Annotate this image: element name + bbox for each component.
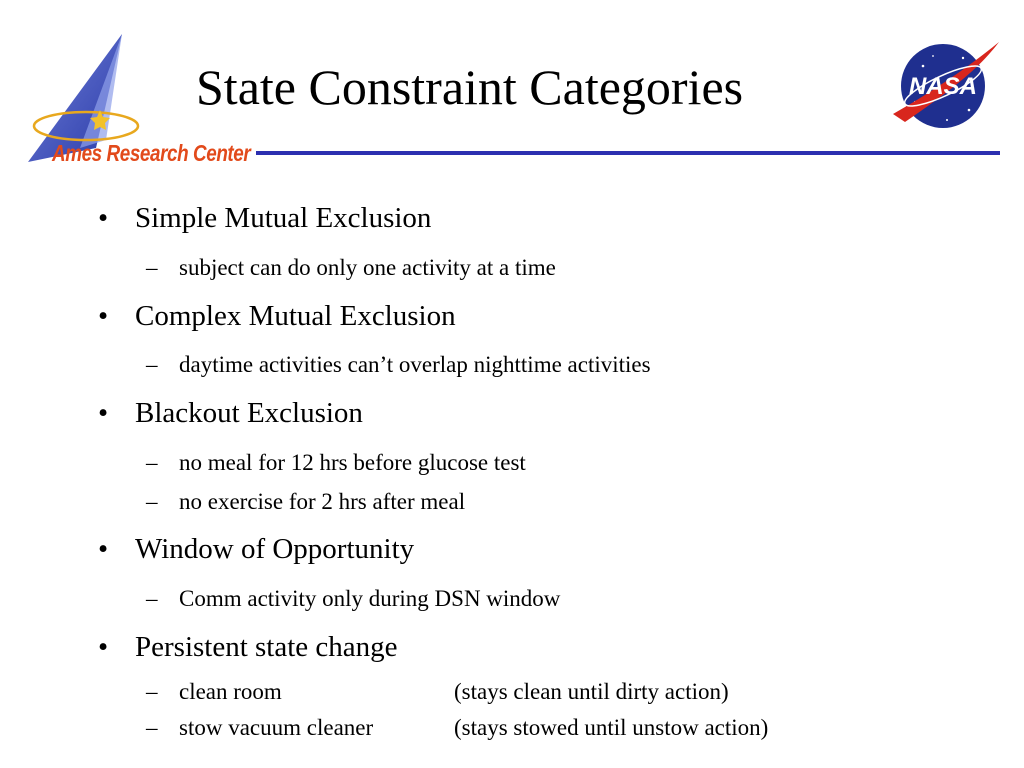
bullet-dot: • bbox=[98, 202, 109, 234]
bullet-text: Window of Opportunity bbox=[135, 533, 415, 565]
sub-bullet-text: Comm activity only during DSN window bbox=[179, 586, 561, 611]
bullet-text: Persistent state change bbox=[135, 631, 398, 663]
sub-bullet-note: (stays stowed until unstow action) bbox=[454, 715, 769, 740]
nasa-logo bbox=[885, 36, 1005, 136]
bullet-dash: – bbox=[146, 489, 158, 514]
bullet-dash: – bbox=[146, 679, 158, 704]
bullet-text: Complex Mutual Exclusion bbox=[135, 300, 456, 332]
sub-bullet-text: clean room bbox=[179, 679, 282, 704]
bullet-dot: • bbox=[98, 533, 109, 565]
bullet-dash: – bbox=[146, 450, 158, 475]
bullet-dash: – bbox=[146, 255, 158, 280]
bullet-dash: – bbox=[146, 586, 158, 611]
slide-title: State Constraint Categories bbox=[196, 59, 744, 115]
sub-bullet-text: daytime activities can’t overlap nighttime activities bbox=[179, 352, 651, 377]
ames-logo-text: Ames Research Center bbox=[52, 140, 251, 166]
sub-bullet-note: (stays clean until dirty action) bbox=[454, 679, 729, 704]
bullet-dot: • bbox=[98, 397, 109, 429]
bullet-dot: • bbox=[98, 300, 109, 332]
sub-bullet-text: no exercise for 2 hrs after meal bbox=[179, 489, 466, 514]
bullet-dash: – bbox=[146, 352, 158, 377]
sub-bullet-text: stow vacuum cleaner bbox=[179, 715, 374, 740]
bullet-dash: – bbox=[146, 715, 158, 740]
bullet-dot: • bbox=[98, 631, 109, 663]
nasa-logo-text: NASA bbox=[908, 73, 978, 100]
bullet-text: Simple Mutual Exclusion bbox=[135, 202, 432, 234]
sub-bullet-text: subject can do only one activity at a time bbox=[179, 255, 556, 280]
sub-bullet-text: no meal for 12 hrs before glucose test bbox=[179, 450, 526, 475]
title-rule bbox=[256, 151, 1000, 155]
bullet-text: Blackout Exclusion bbox=[135, 397, 363, 429]
